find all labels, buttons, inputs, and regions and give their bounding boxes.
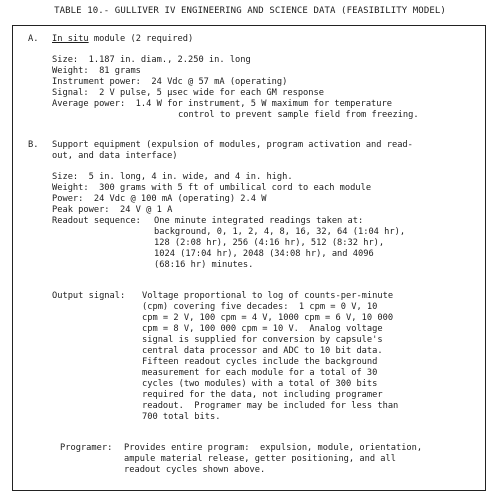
section-a-power: Instrument power: 24 Vdc @ 57 mA (operating) <box>52 77 288 87</box>
programer-line: ampule material release, getter positioning, and all <box>124 454 396 464</box>
section-b-size: Size: 5 in. long, 4 in. wide, and 4 in. high. <box>52 172 293 182</box>
output-line: cpm = 8 V, 100 000 cpm = 10 V. Analog voltage <box>142 324 383 334</box>
output-line: (cpm) covering five decades: 1 cpm = 0 V, 10 <box>142 302 378 312</box>
section-a-marker: A. <box>28 34 39 44</box>
table-title: TABLE 10.- GULLIVER IV ENGINEERING AND SCIENCE DATA (FEASIBILITY MODEL) <box>54 6 446 16</box>
section-a-size: Size: 1.187 in. diam., 2.250 in. long <box>52 55 251 65</box>
output-line: Fifteen readout cycles include the background <box>142 357 378 367</box>
programer-line: readout cycles shown above. <box>124 465 266 475</box>
section-a-heading-rest: module (2 required) <box>88 34 194 44</box>
section-a-average-power-cont: control to prevent sample field from freezing. <box>178 110 419 120</box>
section-b-weight: Weight: 300 grams with 5 ft of umbilical cord to each module <box>52 183 372 193</box>
section-a-weight: Weight: 81 grams <box>52 66 141 76</box>
section-a-heading-italic-term: In situ <box>52 34 89 44</box>
section-b-peak-power: Peak power: 24 V @ 1 A <box>52 205 173 215</box>
readout-line: 128 (2:08 hr), 256 (4:16 hr), 512 (8:32 hr), <box>154 238 385 248</box>
output-line: central data processor and ADC to 10 bit data. <box>142 346 383 356</box>
readout-line: (68:16 hr) minutes. <box>154 260 254 270</box>
readout-line: One minute integrated readings taken at: <box>154 216 364 226</box>
output-line: measurement for each module for a total of 30 <box>142 368 378 378</box>
output-line: 700 total bits. <box>142 412 221 422</box>
section-a-signal: Signal: 2 V pulse, 5 μsec wide for each GM response <box>52 88 324 98</box>
output-signal-label: Output signal: <box>52 291 126 301</box>
readout-line: 1024 (17:04 hr), 2048 (34:08 hr), and 4096 <box>154 249 374 259</box>
output-line: Voltage proportional to log of counts-per-minute <box>142 291 394 301</box>
section-b-marker: B. <box>28 140 39 150</box>
output-line: cpm = 2 V, 100 cpm = 4 V, 1000 cpm = 6 V, 10 000 <box>142 313 394 323</box>
section-a-heading <box>52 34 193 45</box>
section-b-heading-cont: out, and data interface) <box>52 151 178 161</box>
readout-line: background, 0, 1, 2, 4, 8, 16, 32, 64 (1:04 hr), <box>154 227 406 237</box>
output-line: required for the data, not including programer <box>142 390 383 400</box>
output-line: cycles (two modules) with a total of 300 bits <box>142 379 378 389</box>
output-line: readout. Programer may be included for less than <box>142 401 399 411</box>
section-b-power: Power: 24 Vdc @ 100 mA (operating) 2.4 W <box>52 194 267 204</box>
output-line: signal is supplied for conversion by capsule's <box>142 335 383 345</box>
readout-sequence-label: Readout sequence: <box>52 216 141 226</box>
section-a-average-power: Average power: 1.4 W for instrument, 5 W maximum for temperature <box>52 99 392 109</box>
programer-label: Programer: <box>60 443 113 453</box>
section-b-heading: Support equipment (expulsion of modules, program activation and read- <box>52 140 413 150</box>
programer-line: Provides entire program: expulsion, module, orientation, <box>124 443 423 453</box>
